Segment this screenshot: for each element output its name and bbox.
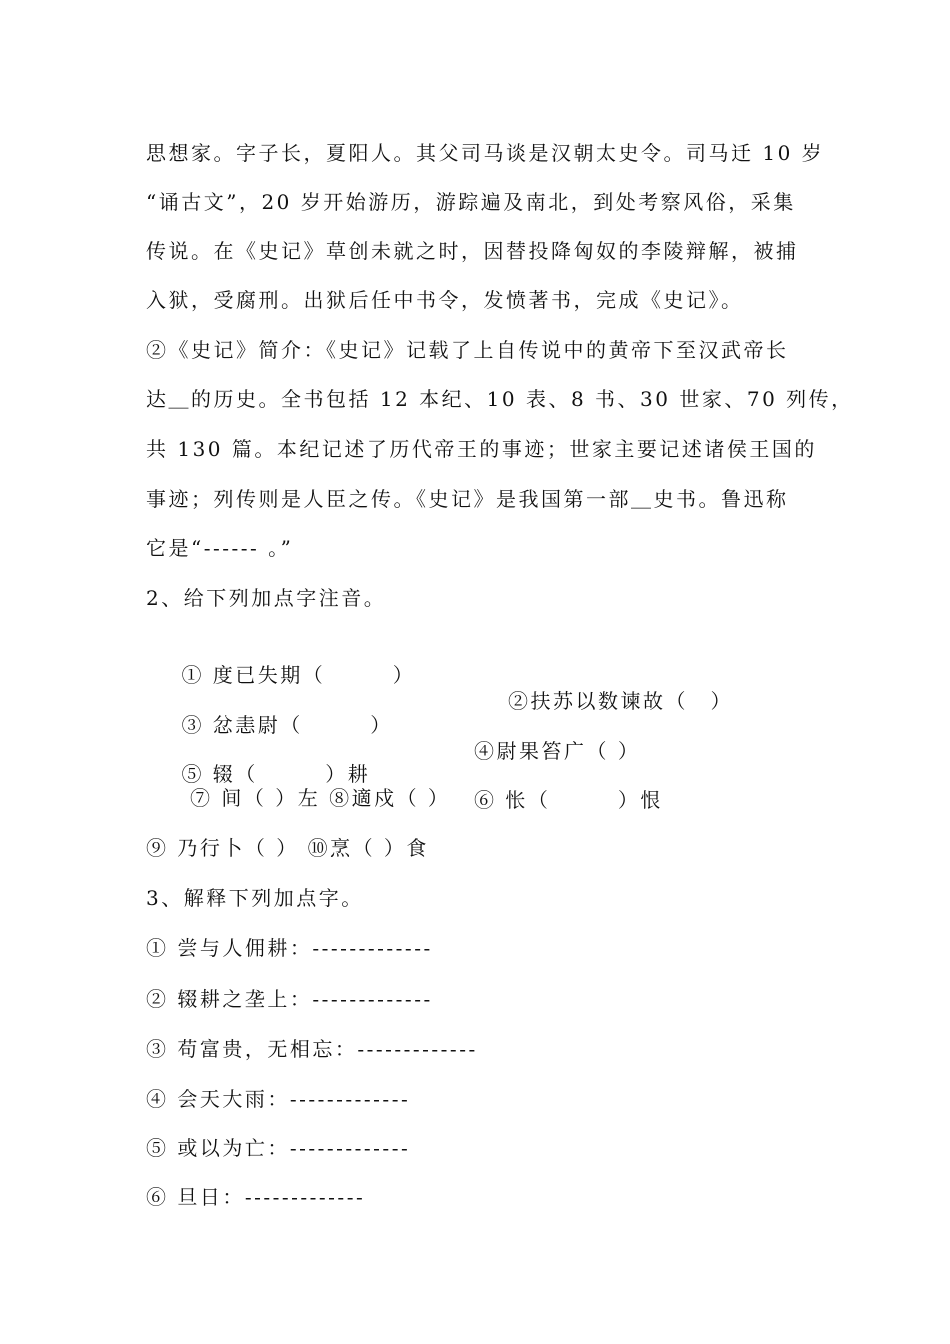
question-3-title: 3、解释下列加点字。 (146, 886, 364, 910)
question-2-item-3: ③ 忿恚尉（ ） (181, 713, 393, 737)
question-2-item-6: ⑥ 怅（ ）恨 (474, 788, 663, 812)
question-2-item-1: ① 度已失期（ ） (181, 663, 416, 687)
paragraph-1-line-4: 入狱，受腐刑。出狱后任中书令，发愤著书，完成《史记》。 (146, 288, 744, 312)
paragraph-2-line-4: 事迹；列传则是人臣之传。《史记》是我国第一部＿史书。鲁迅称 (146, 487, 789, 511)
question-3-item-6: ⑥ 旦日：------------- (146, 1185, 366, 1209)
paragraph-1-line-2: “诵古文”，20 岁开始游历，游踪遍及南北，到处考察风俗，采集 (146, 190, 796, 214)
question-3-item-5: ⑤ 或以为亡：------------- (146, 1136, 411, 1160)
paragraph-2-line-3: 共 130 篇。本纪记述了历代帝王的事迹；世家主要记述诸侯王国的 (146, 437, 817, 461)
question-2-item-5: ⑤ 辍（ ）耕 (181, 762, 371, 786)
question-3-item-2: ② 辍耕之垄上：------------- (146, 987, 433, 1011)
question-2-items-7-8: ⑦ 间（ ）左 ⑧適戍（ ） (190, 786, 451, 810)
question-2-items-9-10: ⑨ 乃行卜（ ） ⑩烹（ ）食 (146, 836, 429, 860)
paragraph-1-line-1: 思想家。字子长，夏阳人。其父司马谈是汉朝太史令。司马迁 10 岁 (146, 141, 825, 165)
question-3-item-1: ① 尝与人佣耕：------------- (146, 936, 433, 960)
question-2-title: 2、给下列加点字注音。 (146, 586, 387, 610)
paragraph-2-line-5: 它是“------ 。” (146, 536, 294, 560)
question-3-item-3: ③ 苟富贵，无相忘：------------- (146, 1037, 478, 1061)
question-3-item-4: ④ 会天大雨：------------- (146, 1087, 411, 1111)
question-2-item-2: ②扶苏以数谏故（ ） (508, 689, 733, 713)
paragraph-2-line-1: ②《史记》简介：《史记》记载了上自传说中的黄帝下至汉武帝长 (146, 338, 789, 362)
paragraph-2-line-2: 达＿的历史。全书包括 12 本纪、10 表、8 书、30 世家、70 列传， (146, 387, 854, 411)
paragraph-1-line-3: 传说。在《史记》草创未就之时，因替投降匈奴的李陵辩解，被捕 (146, 239, 799, 263)
question-2-item-4: ④尉果笞广（ ） (474, 739, 641, 763)
